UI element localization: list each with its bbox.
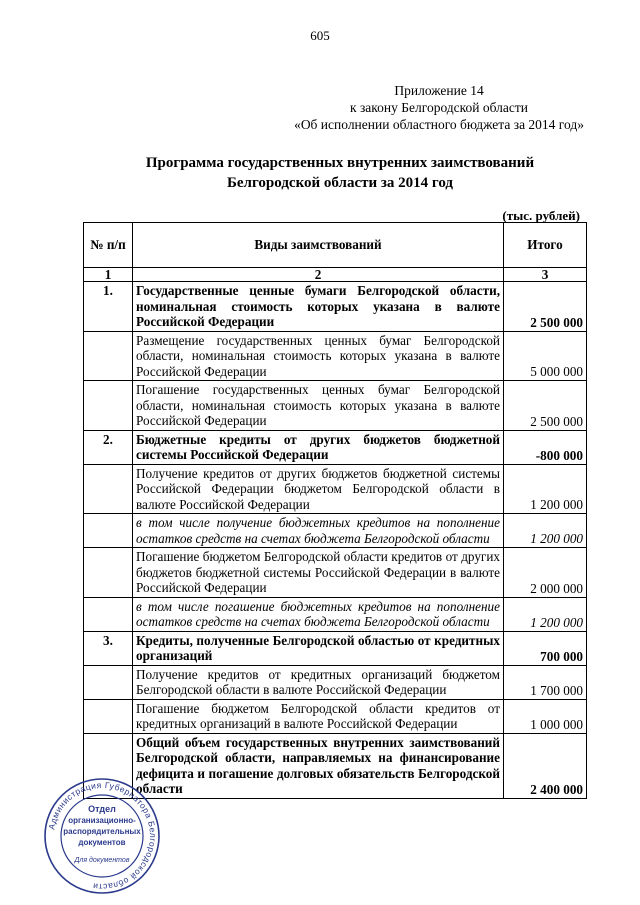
table-row <box>84 699 587 733</box>
row-name: Погашение бюджетом Белгородской области кредитов от других бюджетов бюджетной системы Российской Федерации в валюте Российской Федерации <box>133 548 504 598</box>
row-number <box>84 381 133 431</box>
row-name: Государственные ценные бумаги Белгородской области, номинальная стоимость которых указана в валюте Российской Федерации <box>133 282 504 332</box>
row-name: Общий объем государственных внутренних заимствований Белгородской области, направляемых на финансирование дефицита и погашение долговых обязательств Белгородской области <box>133 733 504 798</box>
row-number <box>84 331 133 381</box>
title-line-2: Белгородской области за 2014 год <box>226 175 453 191</box>
row-value: 5 000 000 <box>504 331 587 381</box>
header-num: № п/п <box>84 223 133 268</box>
stamp-graphic <box>45 779 159 893</box>
row-number <box>84 597 133 631</box>
table-row <box>84 548 587 598</box>
header-name: Виды заимствований <box>133 223 504 268</box>
row-name: Кредиты, полученные Белгородской областью от кредитных организаций <box>133 631 504 665</box>
table-row <box>84 381 587 431</box>
stamp-ring-text: Администрация Губернатора Белгородской области <box>46 779 159 893</box>
document-title <box>0 153 640 193</box>
column-number: 2 <box>133 268 504 282</box>
table-row <box>84 631 587 665</box>
row-number <box>84 514 133 548</box>
row-name: Получение кредитов от кредитных организаций бюджетом Белгородской области в валюте Российской Федерации <box>133 665 504 699</box>
official-stamp <box>42 776 162 896</box>
row-name: в том числе погашение бюджетных кредитов на пополнение остатков средств на счетах бюджета Белгородской области <box>133 597 504 631</box>
stamp-line-2: организационно- <box>68 816 136 825</box>
row-value: 1 200 000 <box>504 597 587 631</box>
column-number: 3 <box>504 268 587 282</box>
units-label: (тыс. рублей) <box>502 208 580 223</box>
stamp-line-4: документов <box>78 838 126 847</box>
row-value: 1 200 000 <box>504 514 587 548</box>
row-value: 2 500 000 <box>504 381 587 431</box>
row-number <box>84 464 133 514</box>
stamp-line-5: Для документов <box>74 857 130 864</box>
row-value: 1 000 000 <box>504 699 587 733</box>
table-header-row <box>84 223 587 268</box>
stamp-line-1: Отдел <box>88 804 116 814</box>
row-value: 2 500 000 <box>504 282 587 332</box>
row-number <box>84 699 133 733</box>
borrowing-table <box>83 222 587 799</box>
row-name: Размещение государственных ценных бумаг Белгородской области, номинальная стоимость которых указана в валюте Российской Федерации <box>133 331 504 381</box>
title-line-1: Программа государственных внутренних заимствований <box>145 155 535 171</box>
row-number: 2. <box>84 430 133 464</box>
row-name: Бюджетные кредиты от других бюджетов бюджетной системы Российской Федерации <box>133 430 504 464</box>
borrowing-table-container <box>83 222 586 799</box>
column-number-row <box>84 268 587 282</box>
row-value: 2 400 000 <box>504 733 587 798</box>
row-value: 1 700 000 <box>504 665 587 699</box>
column-number: 1 <box>84 268 133 282</box>
table-row <box>84 514 587 548</box>
row-number: 1. <box>84 282 133 332</box>
row-value: 2 000 000 <box>504 548 587 598</box>
header-total: Итого <box>504 223 587 268</box>
table-row <box>84 331 587 381</box>
row-name: Погашение бюджетом Белгородской области кредитов от кредитных организаций в валюте Российской Федерации <box>133 699 504 733</box>
row-number: 3. <box>84 631 133 665</box>
appendix-header <box>294 82 584 133</box>
table-row <box>84 464 587 514</box>
page-number: 605 <box>310 28 330 43</box>
appendix-line-1: Приложение 14 <box>394 83 484 98</box>
table-row <box>84 597 587 631</box>
row-name: Погашение государственных ценных бумаг Белгородской области, номинальная стоимость которых указана в валюте Российской Федерации <box>133 381 504 431</box>
row-name: в том числе получение бюджетных кредитов на пополнение остатков средств на счетах бюджета Белгородской области <box>133 514 504 548</box>
appendix-line-2: к закону Белгородской области <box>350 100 529 115</box>
row-number <box>84 665 133 699</box>
table-row <box>84 430 587 464</box>
row-value: 700 000 <box>504 631 587 665</box>
row-value: 1 200 000 <box>504 464 587 514</box>
row-number <box>84 548 133 598</box>
appendix-line-3: «Об исполнении областного бюджета за 2014 год» <box>294 117 584 132</box>
row-name: Получение кредитов от других бюджетов бюджетной системы Российской Федерации бюджетом Белгородской области в валюте Российской Федерации <box>133 464 504 514</box>
row-value: -800 000 <box>504 430 587 464</box>
table-row <box>84 665 587 699</box>
table-row <box>84 282 587 332</box>
stamp-line-3: распорядительных <box>63 827 141 836</box>
